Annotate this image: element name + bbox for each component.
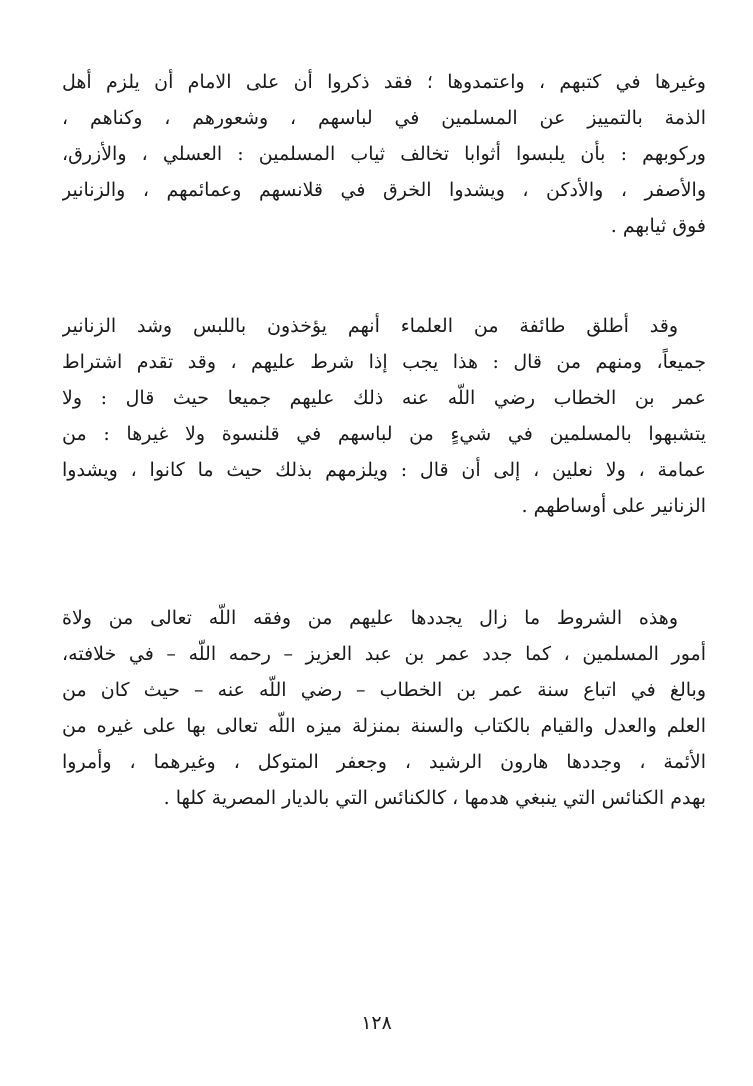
paragraph-2 xyxy=(62,308,706,524)
text-line: وركوبهم : بأن يلبسوا أثوابا تخالف ثياب المسلمين : العسلي ، والأزرق، xyxy=(62,143,706,165)
text-line: عمر بن الخطاب رضي اللّه عنه ذلك عليهم جميعا حيث قال : ولا xyxy=(62,387,706,409)
text-line: أمور المسلمين ، كما جدد عمر بن عبد العزيز – رحمه اللّه – في خلافته، xyxy=(62,643,706,665)
text-line: وبالغ في اتباع سنة عمر بن الخطاب – رضي اللّه عنه – حيث كان من xyxy=(62,679,706,701)
text-line: الزنانير على أوساطهم . xyxy=(521,495,706,517)
text-line: وقد أطلق طائفة من العلماء أنهم يؤخذون باللبس وشد الزنانير xyxy=(62,315,678,337)
text-line: الأئمة ، وجددها هارون الرشيد ، وجعفر المتوكل ، وغيرهما ، وأمروا xyxy=(62,751,706,773)
text-line: الذمة بالتمييز عن المسلمين في لباسهم ، وشعورهم ، وكناهم ، xyxy=(62,107,706,129)
text-line: وهذه الشروط ما زال يجددها عليهم من وفقه اللّه تعالى من ولاة xyxy=(62,607,678,629)
text-line: وغيرها في كتبهم ، واعتمدوها ؛ فقد ذكروا أن على الامام أن يلزم أهل xyxy=(62,71,706,93)
text-line: جميعاً، ومنهم من قال : هذا يجب إذا شرط عليهم ، وقد تقدم اشتراط xyxy=(62,351,706,373)
text-line: والأصفر ، والأدكن ، ويشدوا الخرق في قلانسهم وعمائمهم ، والزنانير xyxy=(62,179,706,201)
page-number: ١٢٨ xyxy=(361,1012,392,1034)
paragraph-3 xyxy=(62,600,706,816)
paragraph-1 xyxy=(62,64,706,244)
text-line: يتشبهوا بالمسلمين في شيءٍ من لباسهم في قلنسوة ولا غيرها : من xyxy=(62,423,706,445)
text-line: العلم والعدل والقيام بالكتاب والسنة بمنزلة ميزه اللّه تعالى بها على غيره من xyxy=(62,715,706,737)
text-line: بهدم الكنائس التي ينبغي هدمها ، كالكنائس التي بالديار المصرية كلها . xyxy=(163,787,706,809)
text-line: فوق ثيابهم . xyxy=(610,215,706,237)
text-line: عمامة ، ولا نعلين ، إلى أن قال : ويلزمهم بذلك حيث ما كانوا ، ويشدوا xyxy=(62,459,706,481)
